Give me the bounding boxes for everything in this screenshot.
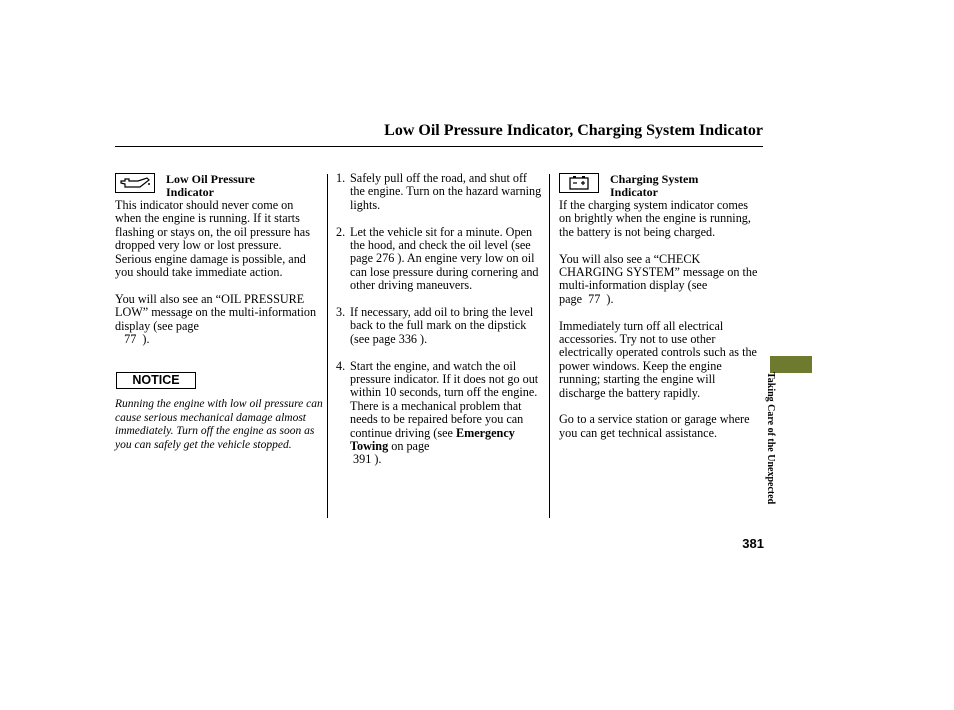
charging-message-paragraph: You will also see a “CHECK CHARGING SYSTEM” message on the multi-information display (see page 77 ).: [559, 251, 758, 306]
oil-indicator-icon-box: [115, 173, 155, 193]
step-item: 3. If necessary, add oil to bring the level back to the full mark on the dipstick (see page 336 ).: [336, 305, 534, 346]
column-divider: [549, 174, 550, 518]
charging-indicator-description: If the charging system indicator comes on brightly when the engine is running, the battery is not being charged.: [559, 198, 751, 239]
service-paragraph: Go to a service station or garage where you can get technical assistance.: [559, 412, 750, 440]
oil-message-paragraph: You will also see an “OIL PRESSURE LOW” message on the multi-information display (see page 77 ).: [115, 291, 317, 347]
step-item: 4. Start the engine, and watch the oil pressure indicator. If it does not go out within 10 seconds, turn off the engine. There is a mechanical problem that needs to be repaired before you can continue driving (see Emergency Towing on page 391 ).: [336, 358, 539, 467]
page-ref-link[interactable]: 77: [124, 332, 137, 347]
page-number: 381: [742, 536, 764, 551]
notice-label: NOTICE: [116, 372, 196, 389]
charging-indicator-icon-box: [559, 173, 599, 193]
oil-indicator-description: This indicator should never come on when the engine is running. If it starts flashing or stays on, the oil pressure has dropped very low or lost pressure. Serious engine damage is possible, and you should take immediate action.: [115, 198, 310, 280]
step-item: 1. Safely pull off the road, and shut off the engine. Turn on the hazard warning lights.: [336, 171, 542, 212]
accessories-paragraph: Immediately turn off all electrical accessories. Try not to use other electrically operated controls such as the power windows. Keep the engine running; starting the engine will discharge the battery rapidly.: [559, 318, 757, 400]
oil-can-icon: [116, 174, 154, 192]
page-ref-link[interactable]: 391: [353, 452, 372, 467]
page-ref-link[interactable]: 77: [588, 291, 601, 306]
emergency-towing-link[interactable]: Emergency Towing: [350, 425, 515, 454]
page-title: Low Oil Pressure Indicator, Charging System Indicator: [384, 122, 763, 139]
col1-body: [115, 199, 320, 360]
charging-indicator-heading: Charging System Indicator: [610, 172, 699, 199]
section-tab: [770, 356, 812, 373]
col3-body: [559, 199, 763, 454]
battery-icon: [560, 174, 598, 192]
col2-body: [336, 172, 544, 480]
column-divider: [327, 174, 328, 518]
steps-list: [336, 172, 544, 467]
step-item: 2. Let the vehicle sit for a minute. Open the hood, and check the oil level (see page 276 ). An engine very low on oil can lose pressure during cornering and other driving maneuvers.: [336, 224, 539, 293]
notice-text: Running the engine with low oil pressure can cause serious mechanical damage almost immediately. Turn off the engine as soon as you can safely get the vehicle stopped.: [115, 398, 323, 451]
oil-indicator-heading: Low Oil Pressure Indicator: [166, 172, 255, 199]
title-rule: [115, 146, 763, 147]
section-label: Taking Care of the Unexpected: [765, 372, 776, 505]
